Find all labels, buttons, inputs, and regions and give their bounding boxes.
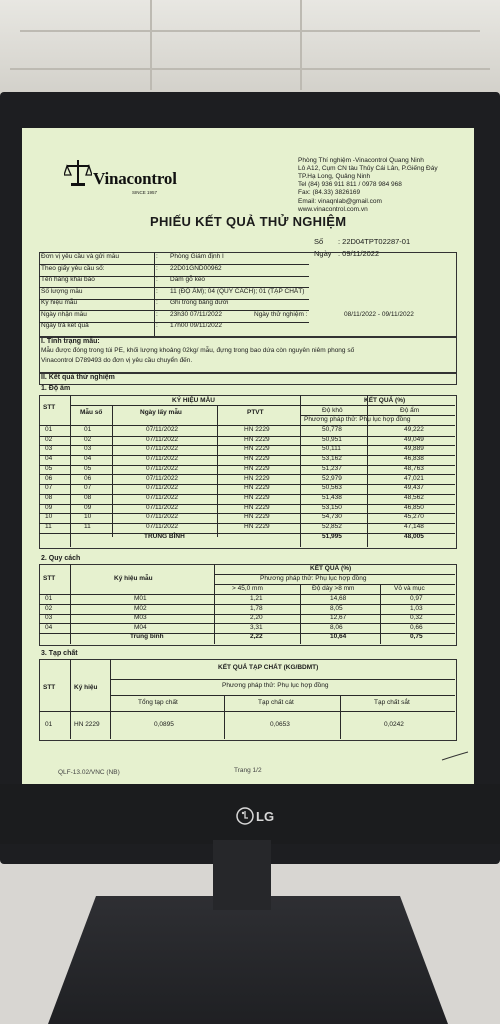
moisture-row-ptvt: HN 2229 [244, 464, 270, 472]
spec-header-c1: > 45,0 mm [232, 585, 263, 592]
lab-line-1: Phòng Thí nghiệm -Vinacontrol Quang Ninh [298, 157, 424, 164]
spec-row-kyhieu: M02 [134, 604, 147, 612]
moisture-row-doam: 46,850 [404, 503, 424, 511]
moisture-row-mau: 09 [84, 503, 92, 511]
moisture-row-stt: 04 [45, 455, 53, 463]
moisture-row-doam: 45,270 [404, 513, 424, 521]
info-colon: : [156, 287, 158, 295]
moisture-row-mau: 03 [84, 445, 92, 453]
doc-date-value: : 09/11/2022 [338, 249, 380, 258]
moisture-header-stt: STT [43, 404, 56, 411]
info-label: Ngày trả kết quả [41, 322, 89, 329]
moisture-row-doam: 49,889 [404, 445, 424, 453]
moisture-row-ptvt: HN 2229 [244, 435, 270, 443]
moisture-row-stt: 11 [45, 523, 52, 530]
moisture-row-stt: 06 [45, 474, 53, 482]
spec-row-c2: 8,06 [330, 623, 343, 631]
table-grid-line [70, 659, 71, 739]
moisture-row-stt: 03 [45, 445, 53, 453]
table-grid-line [70, 395, 71, 547]
moisture-row-dokho: 51,237 [322, 464, 342, 472]
info-colon: : [156, 310, 158, 318]
moisture-row-date: 07/11/2022 [146, 464, 179, 472]
moisture-row-stt: 09 [45, 503, 53, 511]
spec-row-c1: 2,20 [250, 614, 263, 621]
impurity-header-ketqua: KẾT QUẢ TẠP CHẤT (KG/BDMT) [218, 664, 319, 671]
moisture-row-stt: 02 [45, 435, 53, 443]
moisture-row-dokho: 53,162 [322, 455, 342, 463]
lab-line-4: Tel (84) 936 911 811 / 0978 984 968 [298, 181, 402, 188]
spec-avg-c2: 10,64 [330, 633, 347, 640]
moisture-row-mau: 07 [84, 484, 92, 492]
moisture-row-doam: 46,838 [404, 455, 424, 463]
spec-header-c3: Vỏ và mục [394, 585, 425, 592]
spec-row-c2: 8,05 [330, 604, 343, 612]
moisture-row-ptvt: HN 2229 [244, 503, 270, 511]
moisture-avg-doam: 48,005 [404, 532, 424, 540]
impurity-row-kyhieu: HN 2229 [74, 721, 100, 728]
table-grid-line [217, 405, 218, 537]
moisture-row-dokho: 50,778 [322, 426, 342, 433]
spec-title: 2. Quy cách [41, 555, 81, 562]
table-grid-line [39, 594, 455, 595]
moisture-row-date: 07/11/2022 [146, 445, 179, 453]
moisture-header-method: Phương pháp thử: Phụ lục hợp đồng [304, 416, 411, 423]
spec-header-ketqua: KẾT QUẢ (%) [310, 565, 352, 572]
table-grid-line [300, 415, 455, 416]
table-grid-line [110, 679, 455, 680]
spec-row-c1: 3,31 [250, 623, 263, 631]
moisture-row-date: 07/11/2022 [146, 435, 179, 443]
impurity-header-stt: STT [43, 684, 56, 691]
table-grid-line [70, 405, 300, 406]
moisture-row-doam: 48,562 [404, 493, 424, 501]
monitor-brand-label: LG [256, 809, 275, 824]
moisture-row-mau: 08 [84, 493, 92, 501]
info-extra-value: 08/11/2022 - 09/11/2022 [344, 310, 414, 318]
moisture-row-dokho: 51,438 [322, 493, 342, 501]
lab-line-7: www.vinacontrol.com.vn [298, 206, 368, 213]
scale-logo-icon [64, 158, 92, 188]
moisture-row-dokho: 50,951 [322, 435, 342, 443]
impurity-header-c1: Tổng tạp chất [138, 699, 178, 706]
moisture-row-date: 07/11/2022 [146, 455, 179, 463]
spec-row-c3: 1,03 [410, 604, 423, 612]
spec-avg-label: Trung bình [130, 633, 164, 640]
impurity-header-method: Phương pháp thử: Phụ lục hợp đồng [222, 682, 329, 689]
info-colon: : [156, 322, 158, 329]
spec-row-c3: 0,66 [410, 623, 423, 631]
info-column-divider [154, 252, 155, 336]
table-grid-line [110, 695, 455, 696]
info-extra-label: Ngày thử nghiệm : [254, 310, 308, 318]
moisture-row-dokho: 54,730 [322, 513, 342, 521]
moisture-header-ptvt: PTVT [247, 409, 264, 416]
moisture-header-ngay: Ngày lấy mẫu [140, 409, 182, 416]
moisture-row-date: 07/11/2022 [146, 426, 179, 433]
spec-avg-c3: 0,75 [410, 633, 423, 640]
impurity-header-kyhieu: Ký hiệu [74, 684, 98, 691]
moisture-row-dokho: 50,563 [322, 484, 342, 492]
page-number: Trang 1/2 [234, 767, 262, 774]
table-grid-line [300, 395, 301, 547]
info-colon: : [156, 276, 158, 283]
table-grid-line [110, 659, 111, 739]
impurity-header-c2: Tạp chất cát [258, 699, 294, 706]
moisture-row-dokho: 53,150 [322, 503, 342, 511]
info-colon: : [156, 253, 158, 260]
moisture-avg-label: TRUNG BÌNH [144, 532, 185, 540]
ceiling-panel-line [150, 0, 152, 90]
spec-header-c2: Độ dày >8 mm [312, 585, 355, 592]
moisture-header-doam: Độ ẩm [400, 407, 420, 414]
moisture-header-ketqua: KẾT QUẢ (%) [364, 397, 406, 404]
moisture-row-ptvt: HN 2229 [244, 493, 270, 501]
spec-row-c3: 0,32 [410, 614, 423, 621]
spec-row-c1: 1,78 [250, 604, 263, 612]
moisture-row-date: 07/11/2022 [146, 484, 179, 492]
moisture-row-mau: 01 [84, 426, 92, 433]
moisture-row-mau: 10 [84, 513, 92, 521]
ceiling-panel-line [300, 0, 302, 90]
info-label: Ngày nhận mẫu [41, 310, 87, 318]
spec-row-kyhieu: M03 [134, 614, 147, 621]
moisture-row-date: 07/11/2022 [146, 493, 179, 501]
moisture-row-mau: 04 [84, 455, 92, 463]
moisture-row-mau: 05 [84, 464, 92, 472]
moisture-header-mauso: Mẫu số [80, 409, 103, 416]
spec-table-border [39, 564, 457, 646]
moisture-row-dokho: 52,852 [322, 523, 342, 530]
spec-row-c3: 0,97 [410, 595, 423, 602]
moisture-row-date: 07/11/2022 [146, 523, 179, 530]
moisture-row-date: 07/11/2022 [146, 474, 179, 482]
spec-avg-c1: 2,22 [250, 633, 263, 640]
sample-status-box [39, 336, 457, 374]
moisture-header-dokho: Độ khô [322, 407, 343, 414]
moisture-row-ptvt: HN 2229 [244, 426, 270, 433]
ceiling-panel-line [20, 30, 480, 32]
spec-row-c2: 12,67 [330, 614, 347, 621]
spec-row-stt: 04 [45, 623, 53, 631]
info-label: Đơn vị yêu cầu và gửi mẫu [41, 253, 119, 260]
info-value: Ghi trong bảng dưới [170, 299, 229, 306]
info-value: Dăm gỗ keo [170, 276, 206, 283]
signature-mark-icon [440, 750, 470, 762]
moisture-title: 1. Độ ẩm [41, 385, 71, 392]
spec-row-kyhieu: M04 [134, 623, 147, 631]
ceiling-panel-line [10, 68, 490, 70]
moisture-row-doam: 47,021 [404, 474, 424, 482]
info-colon: : [156, 299, 158, 306]
moisture-row-doam: 48,763 [404, 464, 424, 472]
spec-row-stt: 02 [45, 604, 53, 612]
doc-date-label: Ngày [314, 249, 332, 258]
spec-row-stt: 03 [45, 614, 53, 621]
moisture-row-doam: 47,148 [404, 523, 424, 530]
impurity-title: 3. Tạp chất [41, 650, 78, 657]
spec-row-c1: 1,21 [250, 595, 263, 602]
moisture-row-ptvt: HN 2229 [244, 513, 270, 521]
company-since: SINCE 1957 [132, 190, 158, 195]
info-value: 23h30 07/11/2022 [170, 310, 222, 318]
impurity-row-c3: 0,0242 [384, 721, 404, 728]
impurity-header-c3: Tạp chất sắt [374, 699, 410, 706]
moisture-row-ptvt: HN 2229 [244, 523, 270, 530]
form-code: QLF-13.02/VNC (NB) [58, 769, 120, 776]
info-value: 17h00 09/11/2022 [170, 322, 222, 329]
monitor-base [48, 896, 448, 1024]
sample-status-text-2: Vinacontrol D789493 do đơn vị yêu cầu chuyển đến. [41, 357, 193, 364]
moisture-row-dokho: 50,111 [322, 445, 341, 453]
impurity-row-c1: 0,0895 [154, 721, 174, 728]
moisture-row-stt: 08 [45, 493, 53, 501]
lab-line-2: Lô A12, Cụm CN tàu Thủy Cái Lân, P.Giếng Đáy [298, 165, 438, 172]
monitor-stand [213, 840, 271, 910]
table-grid-line [112, 405, 113, 537]
moisture-row-mau: 06 [84, 474, 92, 482]
moisture-row-stt: 01 [45, 426, 53, 433]
lab-line-6: Email: vinaqnlab@gmail.com [298, 198, 382, 205]
spec-header-stt: STT [43, 575, 56, 582]
moisture-row-ptvt: HN 2229 [244, 455, 270, 463]
info-value: Phòng Giám định I [170, 253, 224, 260]
results-title: II. Kết quả thử nghiệm [41, 374, 115, 381]
table-grid-line [300, 405, 455, 406]
lab-line-3: TP.Hạ Long, Quảng Ninh [298, 173, 371, 180]
moisture-header-kyhieu: KÝ HIỆU MẪU [172, 397, 215, 404]
company-logo-text: Vinacontrol [93, 169, 177, 188]
spec-row-c2: 14,68 [330, 595, 347, 602]
spec-row-kyhieu: M01 [134, 595, 147, 602]
lg-logo-icon [236, 806, 280, 826]
info-label: Tên hàng khai báo [41, 276, 95, 283]
sample-status-title: I. Tình trạng mẫu: [41, 338, 100, 345]
lab-line-5: Fax: (84.33) 3826169 [298, 189, 361, 196]
table-grid-line [224, 695, 225, 739]
spec-row-stt: 01 [45, 595, 53, 602]
impurity-row-c2: 0,0653 [270, 721, 290, 728]
info-label: Ký hiệu mẫu [41, 299, 78, 306]
impurity-row-stt: 01 [45, 721, 53, 728]
doc-number-value: : 22D04TPT02287-01 [338, 237, 411, 246]
info-label: Theo giấy yêu cầu số: [41, 264, 105, 272]
document-screen [22, 128, 474, 784]
moisture-row-doam: 49,049 [404, 435, 424, 443]
moisture-row-date: 07/11/2022 [146, 503, 179, 511]
moisture-row-mau: 02 [84, 435, 92, 443]
moisture-row-dokho: 52,979 [322, 474, 342, 482]
moisture-row-doam: 49,222 [404, 426, 424, 433]
moisture-row-doam: 49,437 [404, 484, 424, 492]
moisture-row-ptvt: HN 2229 [244, 484, 270, 492]
info-value: 22D01GND00962 [170, 264, 222, 272]
sample-status-text-1: Mẫu được đóng trong túi PE, khối lượng khoảng 02kg/ mẫu, đựng trong bao dứa còn nguyên niêm phong số [41, 347, 355, 354]
moisture-row-ptvt: HN 2229 [244, 445, 270, 453]
info-value: 11 (ĐỘ ẨM); 04 (QUY CÁCH); 01 (TẠP CHẤT) [170, 287, 305, 295]
table-grid-line [340, 695, 341, 739]
spec-header-method: Phương pháp thử: Phụ lục hợp đồng [260, 575, 367, 582]
doc-number-label: Số [314, 237, 324, 246]
table-grid-line [367, 395, 368, 547]
moisture-row-mau: 11 [84, 523, 91, 530]
table-grid-line [39, 711, 455, 712]
moisture-row-stt: 10 [45, 513, 53, 521]
spec-header-kyhieu: Ký hiệu mẫu [114, 575, 153, 582]
moisture-row-date: 07/11/2022 [146, 513, 179, 521]
moisture-avg-dokho: 51,995 [322, 532, 342, 540]
moisture-row-stt: 05 [45, 464, 53, 472]
info-label: Số lượng mẫu [41, 287, 83, 295]
document-title: PHIẾU KẾT QUẢ THỬ NGHIỆM [150, 214, 347, 229]
moisture-row-stt: 07 [45, 484, 53, 492]
info-colon: : [156, 264, 158, 272]
moisture-row-ptvt: HN 2229 [244, 474, 270, 482]
